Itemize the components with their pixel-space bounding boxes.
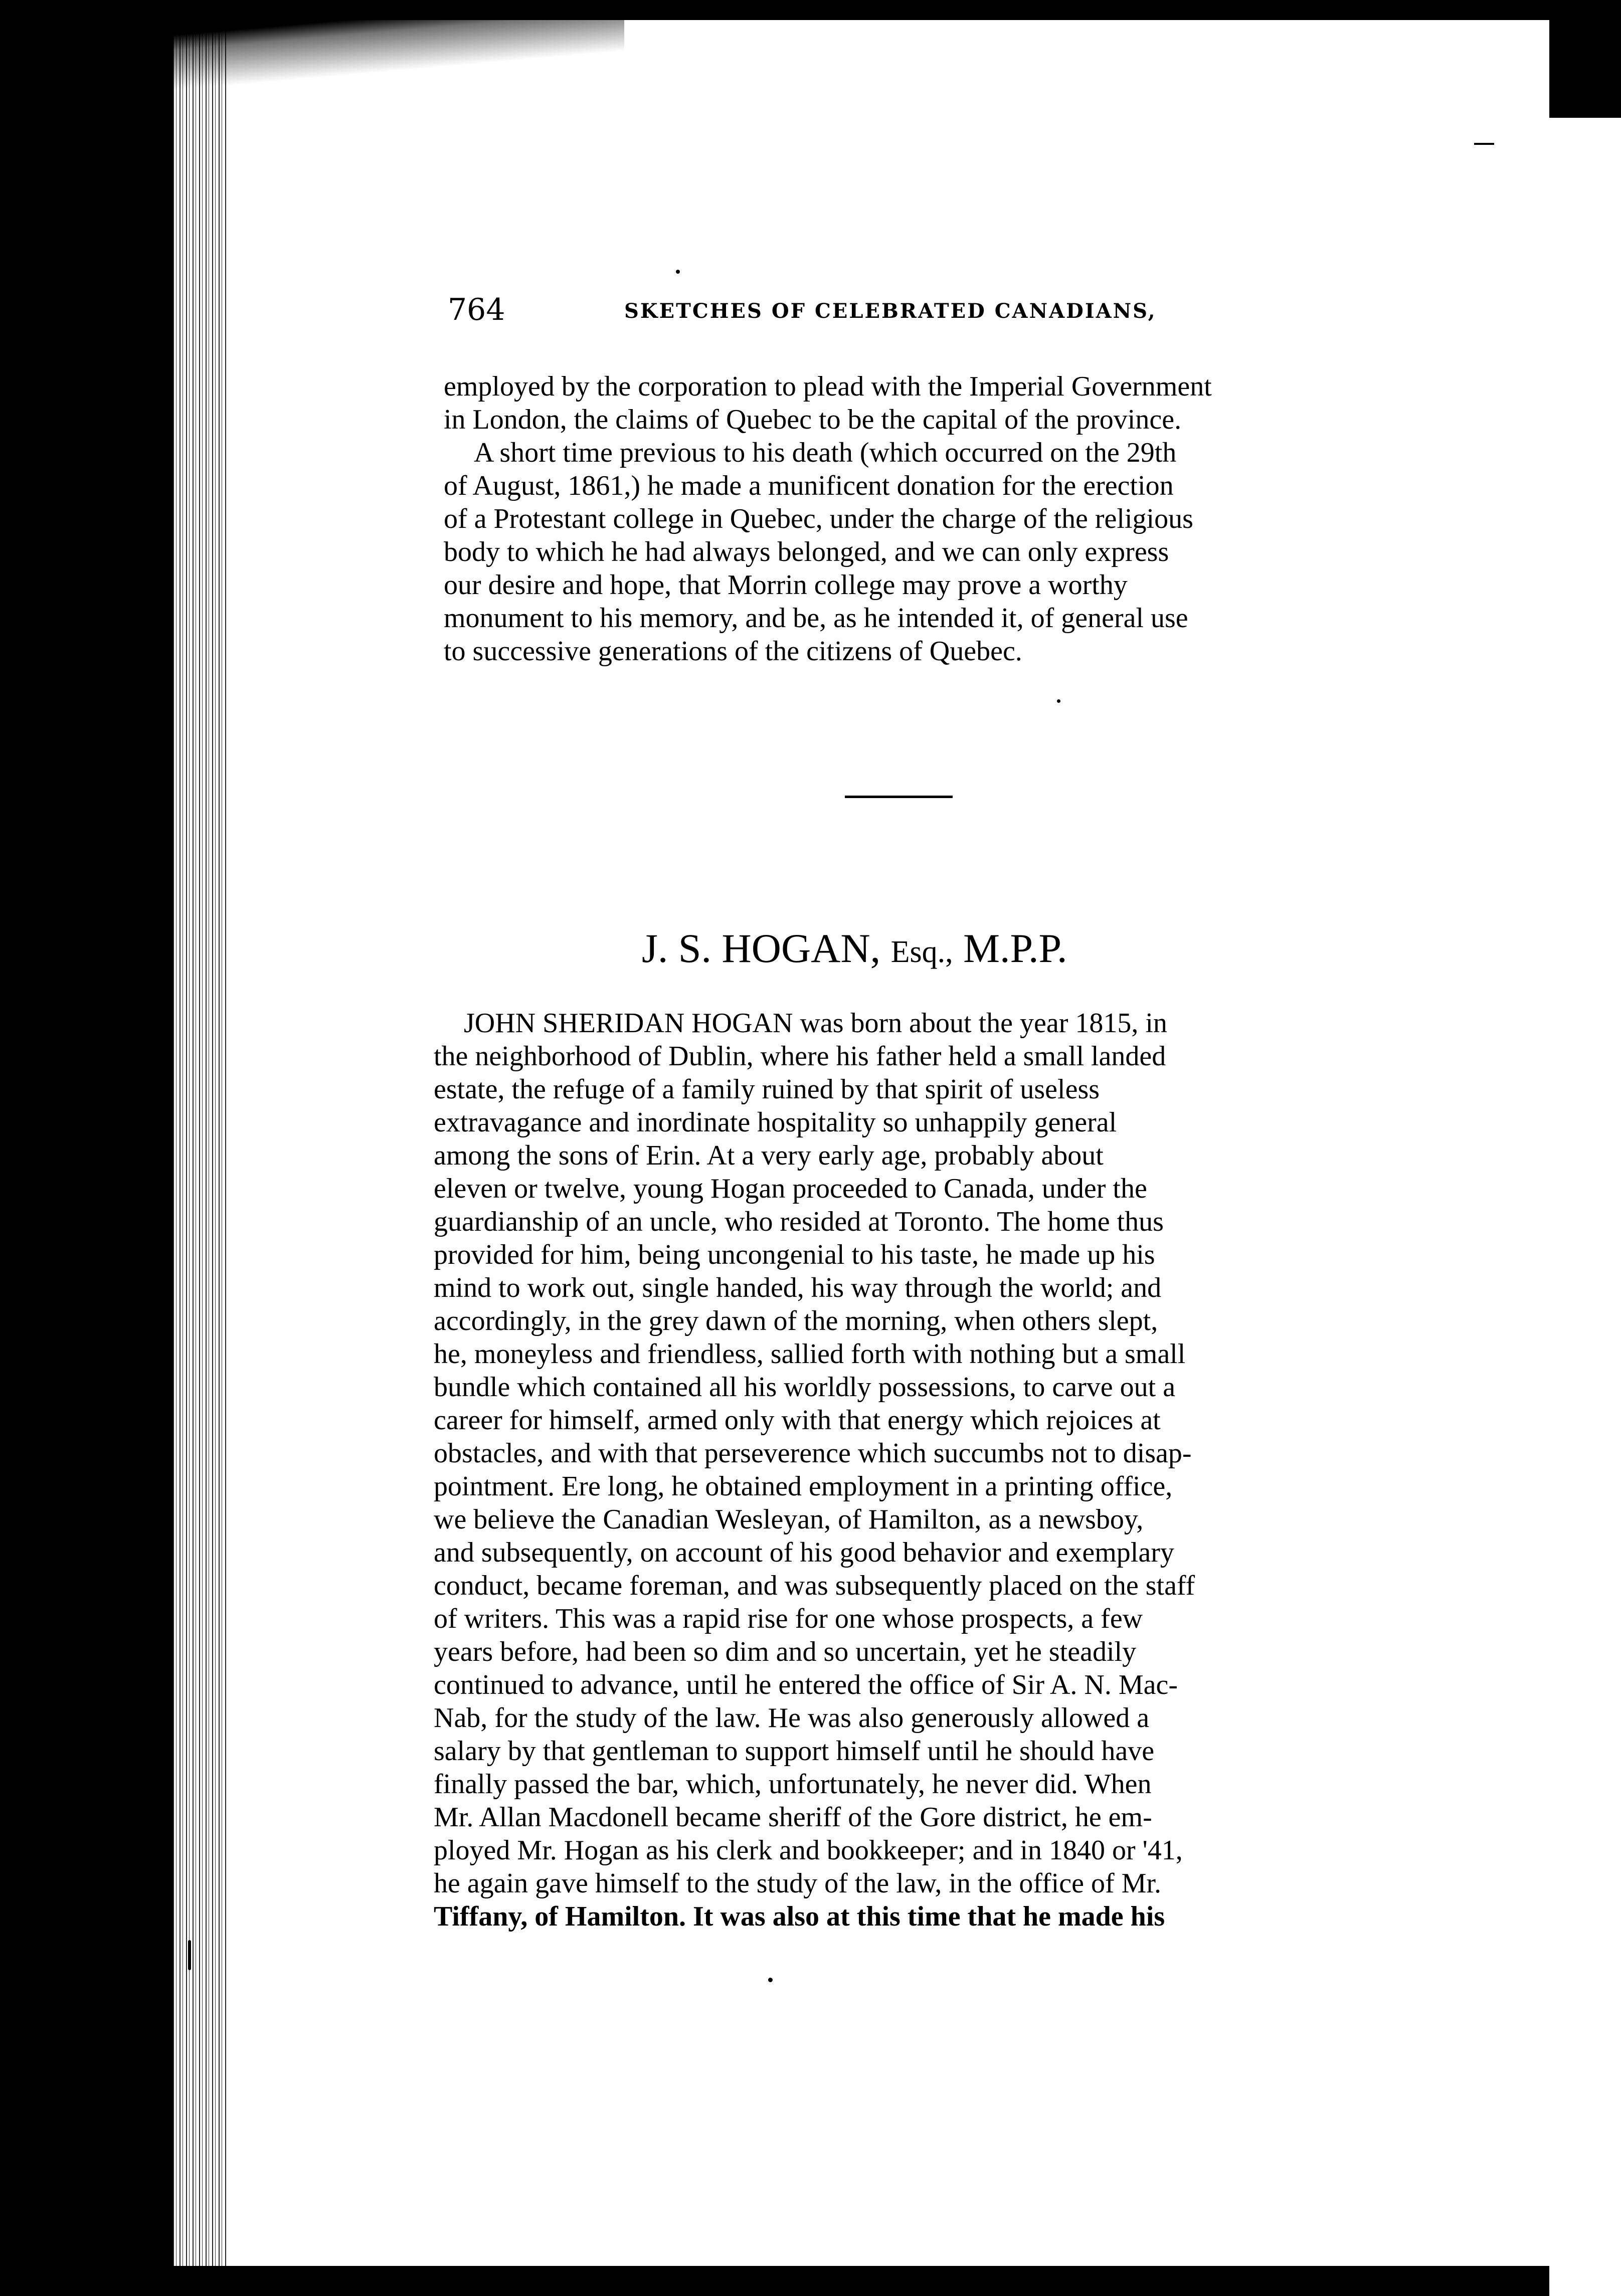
text-line: we believe the Canadian Wesleyan, of Hamilton, as a newsboy, — [434, 1504, 1144, 1535]
text-line: he, moneyless and friendless, sallied forth with nothing but a small — [434, 1338, 1186, 1370]
running-title: SKETCHES OF CELEBRATED CANADIANS, — [624, 299, 1157, 323]
text-line: among the sons of Erin. At a very early age, probably about — [434, 1140, 1104, 1171]
text-line: Mr. Allan Macdonell became sheriff of the Gore district, he em- — [434, 1802, 1152, 1833]
text-line: JOHN SHERIDAN HOGAN was born about the year 1815, in — [464, 1008, 1167, 1039]
article-heading — [642, 925, 1193, 972]
text-line: of writers. This was a rapid rise for one whose prospects, a few — [434, 1603, 1143, 1634]
text-line: eleven or twelve, young Hogan proceeded to Canada, under the — [434, 1173, 1147, 1204]
page-number: 764 — [448, 292, 505, 327]
section-divider — [845, 796, 953, 798]
scan-speck — [768, 1978, 773, 1982]
text-line: to successive generations of the citizens of Quebec. — [444, 636, 1022, 667]
text-line: employed by the corporation to plead with the Imperial Government — [444, 371, 1212, 402]
scan-speck — [188, 1940, 191, 1970]
text-line: conduct, became foreman, and was subsequently placed on the staff — [434, 1570, 1195, 1601]
heading-suffix: M.P.P. — [963, 925, 1067, 971]
text-line: accordingly, in the grey dawn of the morning, when others slept, — [434, 1305, 1158, 1336]
text-line: monument to his memory, and be, as he intended it, of general use — [444, 603, 1188, 634]
text-line: he again gave himself to the study of the law, in the office of Mr. — [434, 1868, 1161, 1899]
text-line: of August, 1861,) he made a munificent donation for the erection — [444, 470, 1174, 501]
text-line: in London, the claims of Quebec to be the capital of the province. — [444, 404, 1182, 435]
text-line: bundle which contained all his worldly possessions, to carve out a — [434, 1372, 1176, 1403]
text-line: obstacles, and with that perseverence which succumbs not to disap- — [434, 1438, 1192, 1469]
page-stack-edge — [173, 20, 228, 2266]
text-line: mind to work out, single handed, his way through the world; and — [434, 1272, 1162, 1303]
text-line: continued to advance, until he entered the office of Sir A. N. Mac- — [434, 1669, 1178, 1700]
text-line: years before, had been so dim and so uncertain, yet he steadily — [434, 1636, 1137, 1667]
text-line: guardianship of an uncle, who resided at Toronto. The home thus — [434, 1206, 1164, 1237]
scan-speck — [676, 270, 680, 274]
text-line: career for himself, armed only with that energy which rejoices at — [434, 1405, 1161, 1436]
text-line: of a Protestant college in Quebec, under the charge of the religious — [444, 503, 1193, 534]
text-line: finally passed the bar, which, unfortunately, he never did. When — [434, 1769, 1152, 1800]
text-line: extravagance and inordinate hospitality so unhappily general — [434, 1107, 1117, 1138]
text-line: our desire and hope, that Morrin college may prove a worthy — [444, 569, 1128, 601]
running-head — [448, 292, 1365, 332]
text-line: the neighborhood of Dublin, where his father held a small landed — [434, 1041, 1166, 1072]
text-line: and subsequently, on account of his good behavior and exemplary — [434, 1537, 1174, 1568]
text-line: body to which he had always belonged, and we can only express — [444, 536, 1169, 567]
text-line: Nab, for the study of the law. He was also generously allowed a — [434, 1702, 1150, 1734]
scan-speck — [1057, 699, 1060, 703]
text-line: provided for him, being uncongenial to his taste, he made up his — [434, 1239, 1155, 1270]
text-line: estate, the refuge of a family ruined by that spirit of useless — [434, 1074, 1100, 1105]
right-margin-strip — [1549, 118, 1621, 2296]
text-line: salary by that gentleman to support himself until he should have — [434, 1736, 1155, 1767]
text-line: A short time previous to his death (which occurred on the 29th — [474, 437, 1177, 468]
heading-name: J. S. HOGAN, — [642, 925, 881, 971]
text-line: Tiffany, of Hamilton. It was also at this time that he made his — [434, 1901, 1165, 1932]
page-corner-shadow — [173, 20, 624, 90]
text-line: pointment. Ere long, he obtained employment in a printing office, — [434, 1471, 1173, 1502]
heading-esq: Esq., — [890, 935, 953, 969]
scan-speck — [1474, 143, 1494, 145]
text-line: ployed Mr. Hogan as his clerk and bookkeeper; and in 1840 or '41, — [434, 1835, 1183, 1866]
